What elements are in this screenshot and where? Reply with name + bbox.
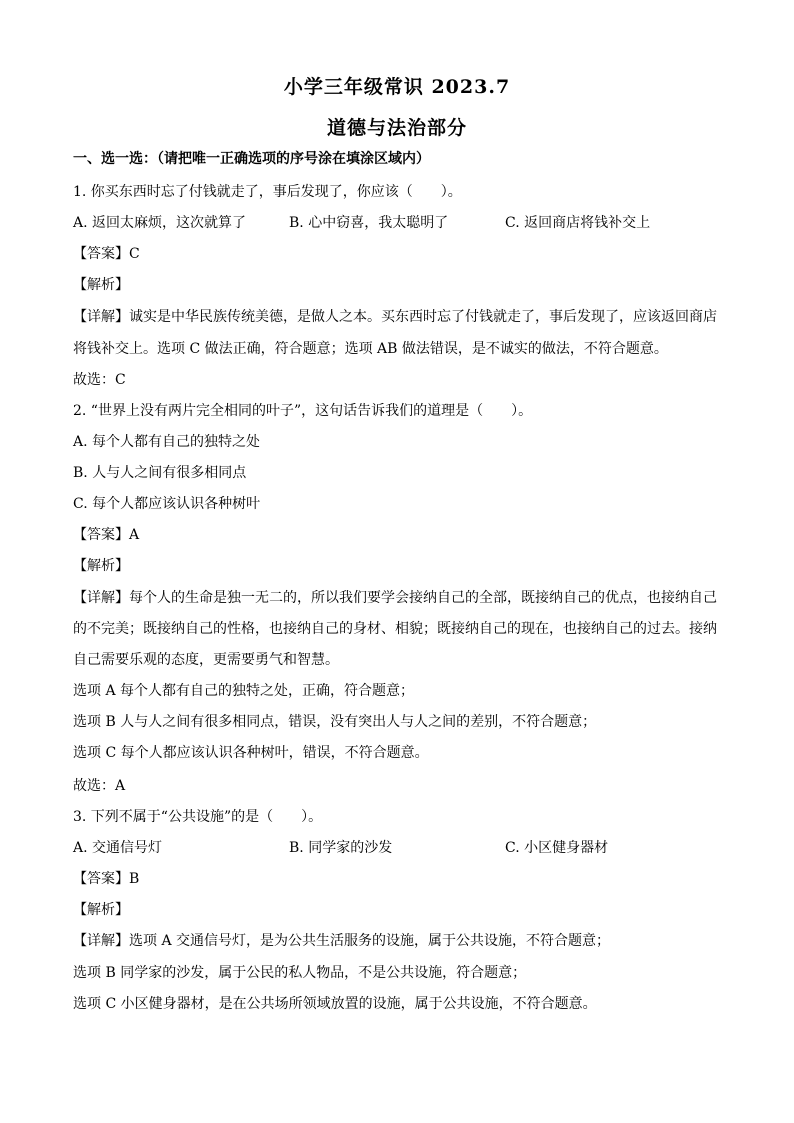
question-1-stem: 1. 你买东西时忘了付钱就走了，事后发现了，你应该（ ）。 xyxy=(73,184,462,200)
question-3-option-a: A. 交通信号灯 xyxy=(73,840,163,856)
question-2-option-c: C. 每个人都应该认识各种树叶 xyxy=(73,496,261,512)
question-1-detail-line: 【详解】诚实是中华民族传统美德，是做人之本。买东西时忘了付钱就走了，事后发现了，应该返回商店 xyxy=(73,309,717,325)
page-title: 小学三年级常识 2023.7 xyxy=(283,76,511,98)
section-heading: 一、选一选：（请把唯一正确选项的序号涂在填涂区域内） xyxy=(73,151,430,167)
question-3-answer: 【答案】B xyxy=(73,871,140,887)
question-3-stem: 3. 下列不属于“公共设施”的是（ ）。 xyxy=(73,809,323,825)
question-1-answer: 【答案】C xyxy=(73,246,140,262)
question-3-detail-line: 【详解】选项 A 交通信号灯，是为公共生活服务的设施，属于公共设施，不符合题意； xyxy=(73,933,611,949)
question-3-detail-line: 选项 C 小区健身器材，是在公共场所领域放置的设施，属于公共设施，不符合题意。 xyxy=(73,996,597,1012)
question-2-detail-line: 选项 B 人与人之间有很多相同点，错误，没有突出人与人之间的差别，不符合题意； xyxy=(73,714,597,730)
question-3-analysis: 【解析】 xyxy=(73,902,129,918)
page-subtitle: 道德与法治部分 xyxy=(326,117,467,139)
question-2-option-a: A. 每个人都有自己的独特之处 xyxy=(73,434,261,450)
question-1-choice: 故选：C xyxy=(73,372,126,388)
question-1-option-a: A. 返回太麻烦，这次就算了 xyxy=(73,215,247,231)
question-1-detail-line: 将钱补交上。选项 C 做法正确，符合题意；选项 AB 做法错误，是不诚实的做法，不符合题意。 xyxy=(73,341,668,357)
question-2-option-b: B. 人与人之间有很多相同点 xyxy=(73,465,247,481)
question-3-option-b: B. 同学家的沙发 xyxy=(289,840,393,856)
question-3-detail-line: 选项 B 同学家的沙发，属于公民的私人物品，不是公共设施，符合题意； xyxy=(73,965,527,981)
question-2-answer: 【答案】A xyxy=(73,527,140,543)
question-2-choice: 故选：A xyxy=(73,778,126,794)
question-3-option-c: C. 小区健身器材 xyxy=(505,840,609,856)
question-2-detail-line: 选项 C 每个人都应该认识各种树叶，错误，不符合题意。 xyxy=(73,745,429,761)
question-2-detail-line: 的不完美；既接纳自己的性格，也接纳自己的身材、相貌；既接纳自己的现在，也接纳自己的过去。接纳 xyxy=(73,621,717,637)
question-2-detail-line: 自己需要乐观的态度，更需要勇气和智慧。 xyxy=(73,652,339,668)
question-1-option-b: B. 心中窃喜，我太聪明了 xyxy=(289,215,449,231)
question-2-stem: 2. “世界上没有两片完全相同的叶子”，这句话告诉我们的道理是（ ）。 xyxy=(73,403,533,419)
question-1-option-c: C. 返回商店将钱补交上 xyxy=(505,215,651,231)
question-2-detail-line: 选项 A 每个人都有自己的独特之处，正确，符合题意； xyxy=(73,683,415,699)
question-2-detail-line: 【详解】每个人的生命是独一无二的，所以我们要学会接纳自己的全部，既接纳自己的优点，也接纳自己 xyxy=(73,590,717,606)
question-1-analysis: 【解析】 xyxy=(73,277,129,293)
question-2-analysis: 【解析】 xyxy=(73,558,129,574)
